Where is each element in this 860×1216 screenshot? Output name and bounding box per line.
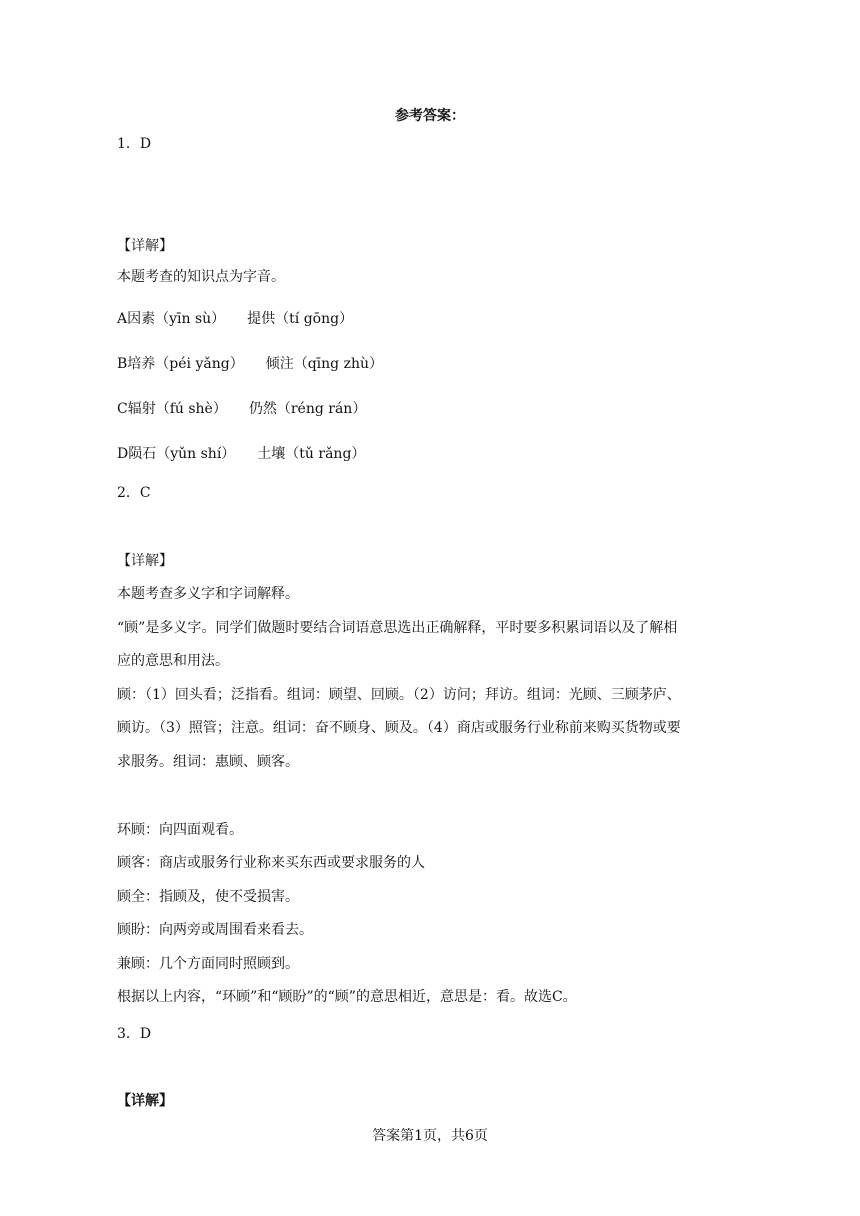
conclusion-line: 根据以上内容，“环顾”和“顾盼”的“顾”的意思相近，意思是：看。故选C。 <box>117 989 577 1005</box>
option-row-a <box>117 309 353 329</box>
detail-heading-3: 【详解】 <box>117 1093 173 1109</box>
detail-line: 本题考查多义字和字词解释。 <box>117 586 299 602</box>
detail-line: 求服务。组词：惠顾、顾客。 <box>117 754 299 770</box>
option-c-word2: 仍然（réng rán） <box>248 401 367 417</box>
definition-line: 顾盼：向两旁或周围看来看去。 <box>117 922 313 938</box>
option-b-word2: 倾注（qīng zhù） <box>265 356 383 372</box>
option-row-d <box>117 444 365 464</box>
page-title: 参考答案： <box>395 108 465 124</box>
detail-line: 顾：（1）回头看；泛指看。组词：顾望、回顾。（2）访问；拜访。组词：光顾、三顾茅庐、 <box>117 687 681 703</box>
option-a-word2: 提供（tí gōng） <box>247 311 354 327</box>
option-b-word1: B培养（péi yǎng） <box>117 356 244 372</box>
answer-3: 3．D <box>117 1026 152 1042</box>
detail-line: 应的意思和用法。 <box>117 653 229 669</box>
detail-heading-2: 【详解】 <box>117 553 173 569</box>
option-a-word1: A因素（yīn sù） <box>117 311 226 327</box>
option-row-c <box>117 399 366 419</box>
detail-line: 顾访。（3）照管；注意。组词：奋不顾身、顾及。（4）商店或服务行业称前来购买货物或要 <box>117 720 681 736</box>
definition-line: 环顾：向四面观看。 <box>117 822 243 838</box>
detail-line: “顾”是多义字。同学们做题时要结合词语意思选出正确解释，平时要多积累词语以及了解相 <box>117 620 678 636</box>
option-d-word1: D陨石（yǔn shí） <box>117 446 236 462</box>
page-footer: 答案第1页，共6页 <box>372 1128 488 1144</box>
detail-heading-1: 【详解】 <box>117 238 173 254</box>
detail-intro-1: 本题考查的知识点为字音。 <box>117 269 285 285</box>
option-c-word1: C辐射（fú shè） <box>117 401 227 417</box>
definition-line: 顾客：商店或服务行业称来买东西或要求服务的人 <box>117 855 425 871</box>
definition-line: 兼顾：几个方面同时照顾到。 <box>117 956 299 972</box>
definition-line: 顾全：指顾及，使不受损害。 <box>117 889 299 905</box>
option-row-b <box>117 354 383 374</box>
answer-1: 1．D <box>117 136 152 152</box>
answer-2: 2．C <box>117 485 151 501</box>
option-d-word2: 土壤（tǔ rǎng） <box>257 446 366 462</box>
